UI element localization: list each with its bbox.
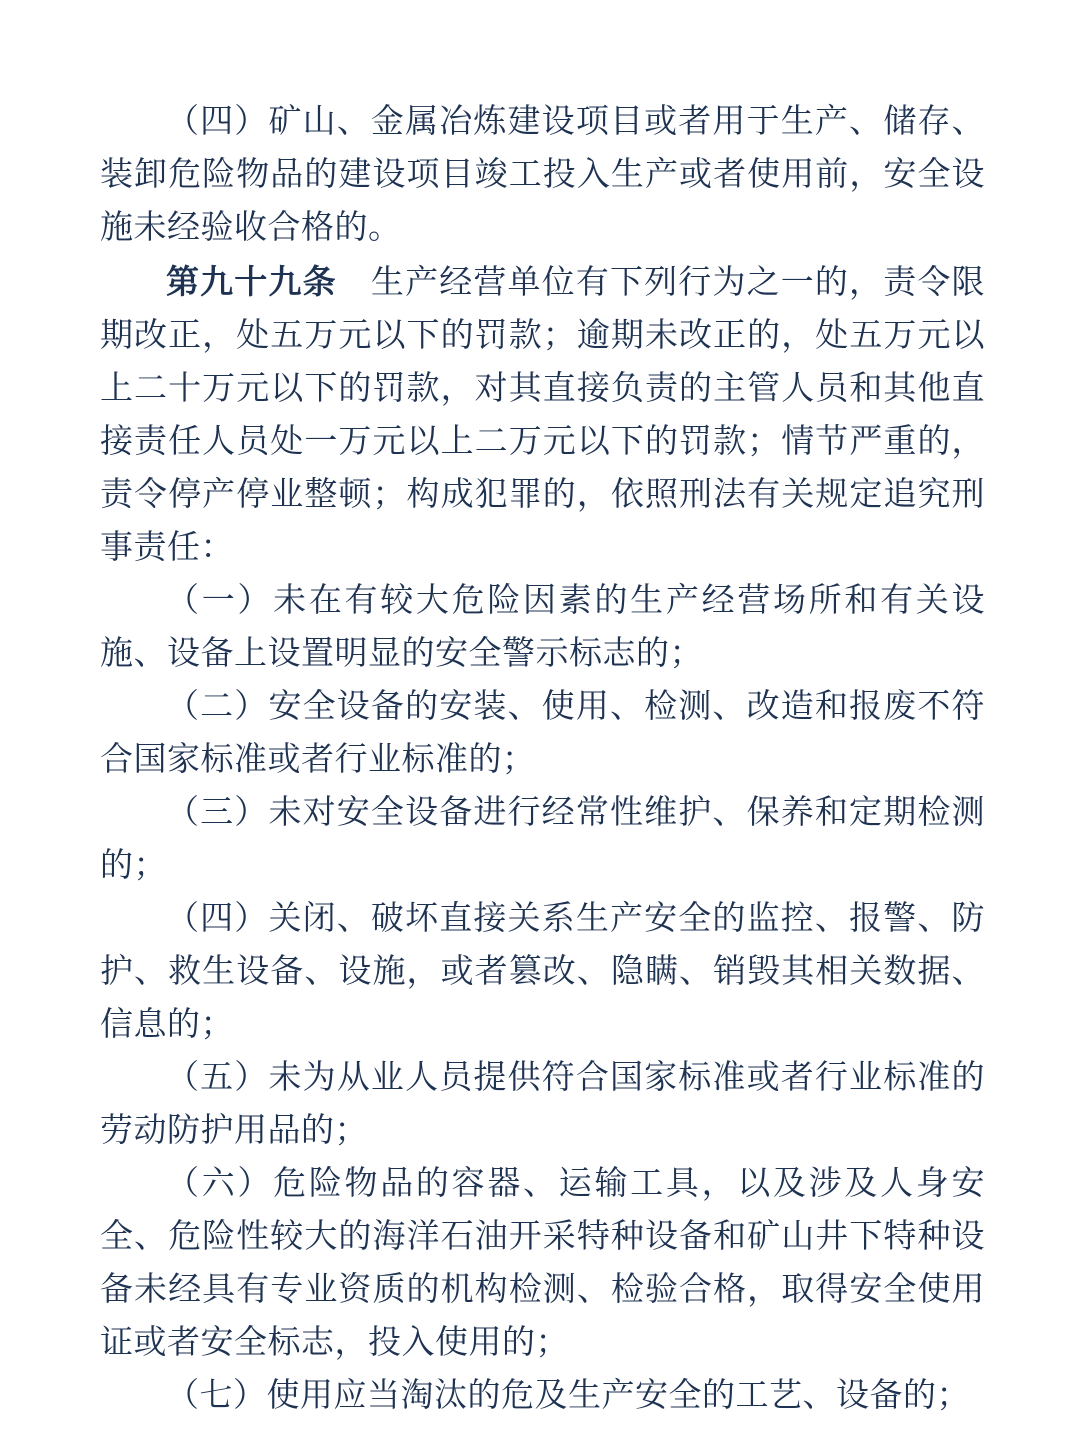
- paragraph: [100, 681, 985, 787]
- paragraph: [100, 255, 985, 575]
- paragraph-list: [100, 96, 985, 1423]
- paragraph-text: 生产经营单位有下列行为之一的，责令限期改正，处五万元以下的罚款；逾期未改正的，处五万元以上二十万元以下的罚款，对其直接负责的主管人员和其他直接责任人员处一万元以上二万元以下的罚款；情节严重的，责令停产停业整顿；构成犯罪的，依照刑法有关规定追究刑事责任：: [100, 265, 986, 566]
- paragraph: [100, 787, 985, 893]
- paragraph-text: （五）未为从业人员提供符合国家标准或者行业标准的劳动防护用品的；: [100, 1060, 985, 1149]
- paragraph: [100, 575, 985, 681]
- paragraph-text: （三）未对安全设备进行经常性维护、保养和定期检测的；: [100, 795, 985, 884]
- paragraph: [100, 1370, 985, 1423]
- paragraph-text: （四）矿山、金属冶炼建设项目或者用于生产、储存、装卸危险物品的建设项目竣工投入生产或者使用前，安全设施未经验收合格的。: [100, 104, 985, 246]
- paragraph-text: （六）危险物品的容器、运输工具，以及涉及人身安全、危险性较大的海洋石油开采特种设备和矿山井下特种设备未经具有专业资质的机构检测、检验合格，取得安全使用证或者安全标志，投入使用的；: [100, 1166, 985, 1361]
- paragraph-text: （二）安全设备的安装、使用、检测、改造和报废不符合国家标准或者行业标准的；: [100, 689, 985, 778]
- paragraph: [100, 96, 985, 255]
- article-number: 第九十九条: [166, 263, 337, 300]
- paragraph-text: （一）未在有较大危险因素的生产经营场所和有关设施、设备上设置明显的安全警示标志的；: [100, 583, 985, 672]
- paragraph-text: （七）使用应当淘汰的危及生产安全的工艺、设备的；: [166, 1378, 970, 1414]
- paragraph: [100, 893, 985, 1052]
- paragraph: [100, 1158, 985, 1370]
- paragraph: [100, 1052, 985, 1158]
- paragraph-text: （四）关闭、破坏直接关系生产安全的监控、报警、防护、救生设备、设施，或者篡改、隐瞒、销毁其相关数据、信息的；: [100, 901, 985, 1043]
